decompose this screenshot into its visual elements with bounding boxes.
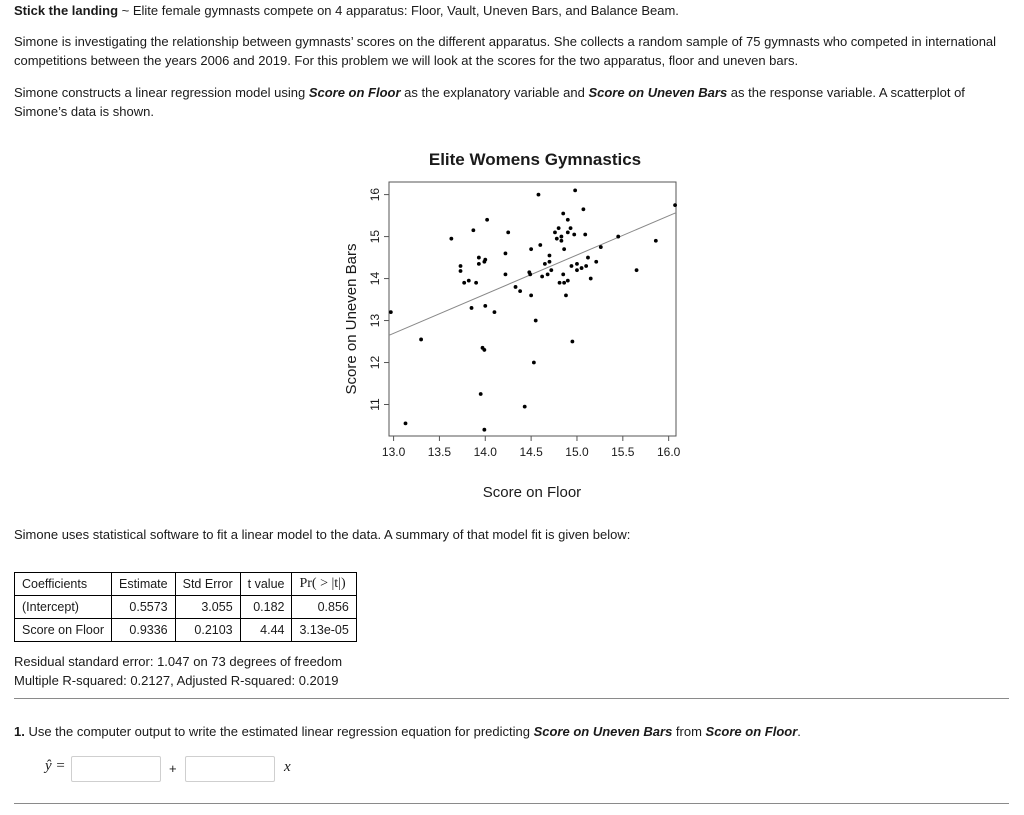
data-point (580, 266, 584, 270)
data-point (493, 310, 497, 314)
table-row (15, 596, 357, 619)
data-point (566, 230, 570, 234)
table-cell: (Intercept) (15, 596, 112, 619)
table-cell: 0.856 (292, 596, 356, 619)
data-point (419, 338, 423, 342)
divider (14, 803, 1009, 804)
data-point (562, 247, 566, 251)
table-cell: Score on Floor (15, 619, 112, 642)
data-point (561, 212, 565, 216)
x-tick-label: 13.0 (381, 445, 406, 459)
data-point (570, 340, 574, 344)
table-header: Estimate (111, 573, 175, 596)
data-point (528, 272, 532, 276)
data-point (572, 233, 576, 237)
x-axis (382, 436, 681, 459)
data-point (532, 361, 536, 365)
intro-paragraph (14, 1, 1004, 20)
x-tick-label: 15.5 (611, 445, 635, 459)
question-text-e: . (797, 724, 801, 739)
data-point (471, 228, 475, 232)
y-tick-label: 15 (368, 229, 382, 244)
intro-text: ~ Elite female gymnasts compete on 4 apparatus: Floor, Vault, Uneven Bars, and Balance Beam. (118, 3, 679, 18)
data-point (449, 237, 453, 241)
data-point (482, 428, 486, 432)
data-point (584, 264, 588, 268)
data-point (583, 233, 587, 237)
x-tick-label: 14.0 (473, 445, 497, 459)
data-point (599, 245, 603, 249)
y-hat-label: ŷ = (45, 758, 66, 774)
question-text-c: from (672, 724, 706, 739)
data-point (558, 281, 562, 285)
data-point (534, 319, 538, 323)
y-tick-label: 11 (368, 398, 382, 411)
data-point (586, 256, 590, 260)
model-text-c: as the explanatory variable and (400, 85, 589, 100)
data-point (467, 279, 471, 283)
table-cell: 3.055 (175, 596, 240, 619)
residual-error-text: Residual standard error: 1.047 on 73 degrees of freedom (14, 654, 343, 669)
plus-sign: + (169, 761, 177, 776)
data-point (504, 272, 508, 276)
data-point (459, 269, 463, 273)
data-points (389, 188, 677, 431)
data-point (566, 279, 570, 283)
y-tick-label: 13 (368, 313, 382, 328)
data-point (559, 239, 563, 243)
question-explanatory: Score on Floor (705, 724, 798, 739)
intro-lead: Stick the landing (14, 3, 119, 18)
slope-input[interactable] (185, 756, 275, 782)
data-point (477, 256, 481, 260)
x-tick-label: 16.0 (656, 445, 681, 459)
x-axis-label: Score on Floor (482, 484, 582, 501)
summary-intro: Simone uses statistical software to fit a linear model to the data. A summary of that model fit is given below: (14, 527, 631, 542)
data-point (474, 281, 478, 285)
data-point (506, 230, 510, 234)
data-point (553, 230, 557, 234)
data-point (559, 235, 563, 239)
data-point (483, 304, 487, 308)
divider (14, 698, 1009, 699)
data-point (459, 264, 463, 268)
table-header: Coefficients (15, 573, 112, 596)
data-point (549, 268, 553, 272)
data-point (470, 306, 474, 310)
data-point (548, 260, 552, 264)
model-paragraph (14, 83, 1004, 121)
data-point (482, 260, 486, 264)
table-cell: 0.9336 (111, 619, 175, 642)
x-tick-label: 14.5 (519, 445, 543, 459)
model-text-a: Simone constructs a linear regression model using (14, 85, 309, 100)
data-point (540, 275, 544, 279)
data-point (575, 268, 579, 272)
y-axis (368, 188, 389, 411)
y-tick-label: 12 (368, 355, 382, 370)
data-point (546, 272, 550, 276)
table-row (15, 619, 357, 642)
question-1 (14, 722, 1004, 741)
data-point (562, 281, 566, 285)
table-header: Pr( > |t|) (292, 573, 356, 596)
data-point (462, 281, 466, 285)
x-tick-label: 13.5 (427, 445, 452, 459)
data-point (477, 262, 481, 266)
data-point (543, 262, 547, 266)
model-text-e: as the response variable. A scatterplot of Simone’s data is shown. (14, 85, 965, 119)
plot-frame (389, 182, 676, 436)
data-point (575, 262, 579, 266)
data-point (561, 272, 565, 276)
table-cell: 0.2103 (175, 619, 240, 642)
y-axis-label: Score on Uneven Bars (343, 243, 360, 395)
x-tick-label: 15.0 (565, 445, 589, 459)
response-variable: Score on Uneven Bars (588, 85, 728, 100)
data-point (573, 188, 577, 192)
data-point (529, 247, 533, 251)
question-response: Score on Uneven Bars (533, 724, 673, 739)
y-tick-label: 14 (368, 271, 382, 286)
data-point (404, 422, 408, 426)
explanatory-variable: Score on Floor (308, 85, 401, 100)
data-point (389, 310, 393, 314)
data-point (537, 193, 541, 197)
intercept-input[interactable] (71, 756, 161, 782)
data-point (538, 243, 542, 247)
context-paragraph: Simone is investigating the relationship between gymnasts’ scores on the different apparatus. She collects a random sample of 75 gymnasts who competed in international competitions between the years 2006 and 2019. For this problem we will look at the scores for the two apparatus, floor and uneven bars. (14, 34, 997, 68)
scatterplot (338, 140, 698, 510)
data-point (635, 268, 639, 272)
data-point (581, 207, 585, 211)
data-point (594, 260, 598, 264)
table-cell: 0.5573 (111, 596, 175, 619)
data-point (485, 218, 489, 222)
r-squared-text: Multiple R-squared: 0.2127, Adjusted R-squared: 0.2019 (14, 673, 339, 688)
x-variable: x (284, 759, 291, 775)
table-header: Std Error (175, 573, 240, 596)
data-point (654, 239, 658, 243)
data-point (557, 226, 561, 230)
table-header: t value (240, 573, 292, 596)
regression-line (389, 213, 676, 336)
data-point (518, 289, 522, 293)
data-point (548, 254, 552, 258)
data-point (566, 218, 570, 222)
data-point (479, 392, 483, 396)
question-text-a: Use the computer output to write the estimated linear regression equation for predicting (24, 724, 534, 739)
data-point (589, 277, 593, 281)
data-point (504, 251, 508, 255)
data-point (570, 264, 574, 268)
table-cell: 4.44 (240, 619, 292, 642)
table-cell: 0.182 (240, 596, 292, 619)
data-point (529, 293, 533, 297)
question-number: 1. (14, 724, 25, 739)
data-point (673, 203, 677, 207)
table-cell: 3.13e-05 (292, 619, 356, 642)
data-point (569, 226, 573, 230)
y-tick-label: 16 (368, 187, 382, 202)
data-point (564, 293, 568, 297)
data-point (482, 348, 486, 352)
data-point (514, 285, 518, 289)
data-point (523, 405, 527, 409)
chart-title: Elite Womens Gymnastics (428, 150, 642, 169)
coefficient-table (14, 572, 357, 642)
data-point (555, 237, 559, 241)
table-header-row (15, 573, 357, 596)
data-point (616, 235, 620, 239)
